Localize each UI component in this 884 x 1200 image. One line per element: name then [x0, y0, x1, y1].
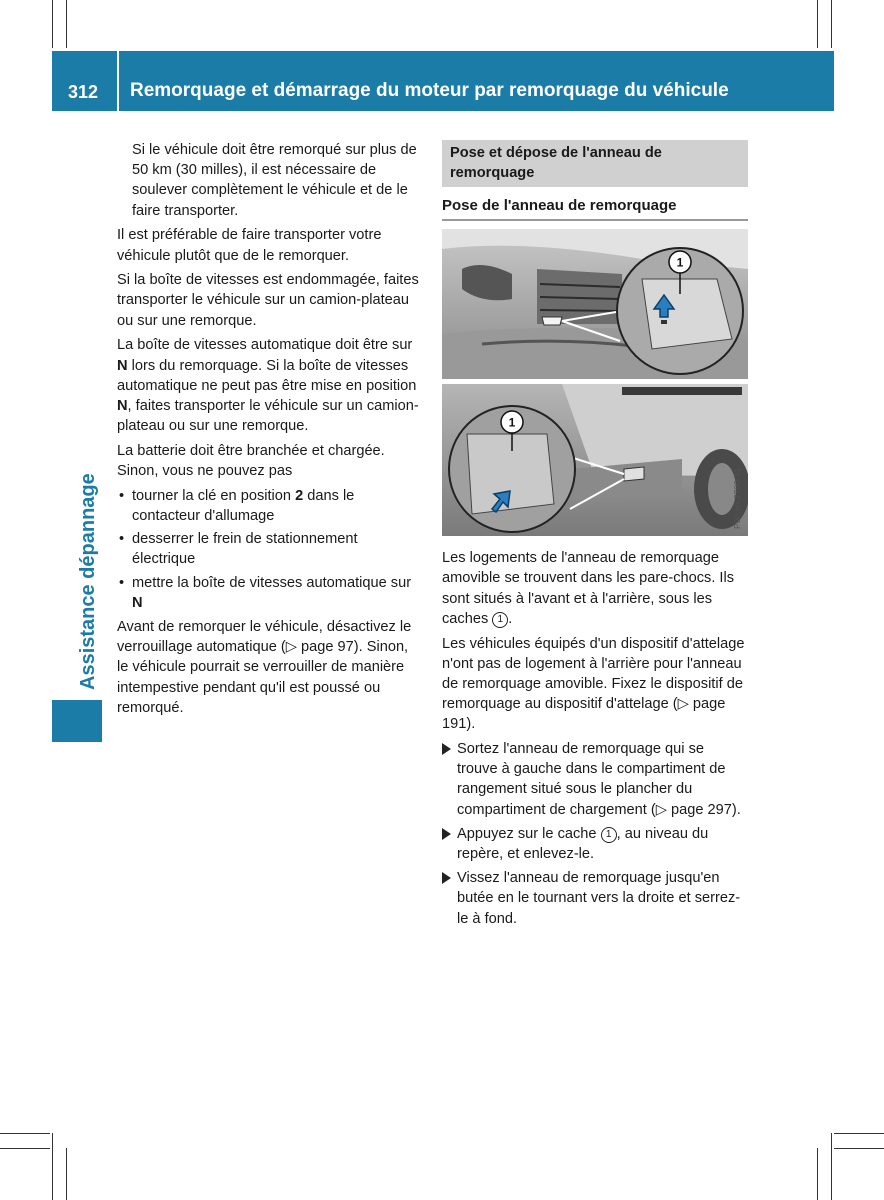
callout-1-inline: 1: [492, 612, 508, 628]
list-item: • mettre la boîte de vitesses automatique sur N: [117, 573, 423, 613]
crop-mark: [66, 0, 67, 48]
crop-mark: [0, 1133, 50, 1134]
right-column: [442, 140, 748, 933]
step-arrow-icon: [442, 828, 451, 840]
front-bumper-view: [442, 229, 748, 379]
instruction-step: Appuyez sur le cache 1 , au niveau du repère, et enlevez-le.: [442, 824, 748, 864]
crop-mark: [52, 1133, 53, 1200]
left-column: [117, 140, 423, 722]
page-header: [52, 51, 834, 111]
paragraph: Avant de remorquer le véhicule, désactivez le verrouillage automatique (▷ page 97). Sinon, le véhicule pourrait se verrouiller de manière intempestive pendant qu'il est poussé ou remorqué.: [117, 618, 412, 716]
crop-mark: [831, 0, 832, 48]
paragraph: Si la boîte de vitesses est endommagée, faites transporter le véhicule sur un camion-plateau ou sur une remorque.: [117, 272, 419, 329]
paragraph: Les véhicules équipés d'un dispositif d'attelage n'ont pas de logement à l'arrière pour l'anneau de remorquage amovible. Fixez le dispositif de remorquage au dispositif d'attelage (▷ page 191).: [442, 635, 745, 733]
chapter-tab-label: Assistance dépannage: [77, 473, 99, 690]
list-item: • desserrer le frein de stationnement électrique: [117, 529, 423, 569]
step-arrow-icon: [442, 743, 451, 755]
crop-mark: [817, 0, 818, 48]
instruction-list: [442, 739, 748, 929]
instruction-step: Vissez l'anneau de remorquage jusqu'en butée en le tournant vers la droite et serrez-le à fond.: [442, 868, 748, 929]
crop-mark: [0, 1148, 50, 1149]
crop-mark: [52, 0, 53, 48]
crop-mark: [834, 1148, 884, 1149]
callout-1: 1: [676, 255, 684, 270]
callout-1: 1: [508, 415, 516, 430]
header-divider: [117, 51, 119, 111]
paragraph: Si le véhicule doit être remorqué sur plus de 50 km (30 milles), il est nécessaire de soulever complètement le véhicule et de le faire transporter.: [132, 142, 417, 219]
instruction-step: Sortez l'anneau de remorquage qui se trouve à gauche dans le compartiment de rangement situé sous le plancher du compartiment de chargement (▷ page 297).: [442, 739, 748, 820]
paragraph: La batterie doit être branchée et chargée. Sinon, vous ne pouvez pas: [117, 442, 385, 480]
page-number: 312: [67, 82, 99, 102]
chapter-tab-marker: [52, 700, 102, 742]
callout-1-inline: 1: [601, 827, 617, 843]
step-arrow-icon: [442, 872, 451, 884]
crop-mark: [834, 1133, 884, 1134]
paragraph: Il est préférable de faire transporter votre véhicule plutôt que de le remorquer.: [117, 227, 382, 264]
figure-code: P00.60-2700-31: [732, 468, 742, 530]
paragraph: Les logements de l'anneau de remorquage amovible se trouvent dans les pare-chocs. Ils sont situés à l'avant et à l'arrière, sous les caches 1 .: [442, 550, 735, 627]
rear-bumper-view: [442, 384, 748, 536]
page-title: Remorquage et démarrage du moteur par remorquage du véhicule: [130, 80, 729, 101]
chapter-tab: [52, 455, 102, 742]
section-heading: Pose et dépose de l'anneau de remorquage: [442, 140, 748, 187]
towing-eye-illustration: [442, 229, 748, 536]
list-item: • tourner la clé en position 2 dans le contacteur d'allumage: [117, 486, 423, 526]
subsection-heading: Pose de l'anneau de remorquage: [442, 196, 748, 221]
crop-mark: [817, 1148, 818, 1200]
crop-mark: [66, 1148, 67, 1200]
crop-mark: [831, 1133, 832, 1200]
paragraph: La boîte de vitesses automatique doit être sur N lors du remorquage. Si la boîte de vitesses automatique ne peut pas être mise en position N, faites transporter le véhicule sur un camion-plateau ou sur une remorque.: [117, 337, 419, 435]
bullet-list: [117, 486, 423, 613]
